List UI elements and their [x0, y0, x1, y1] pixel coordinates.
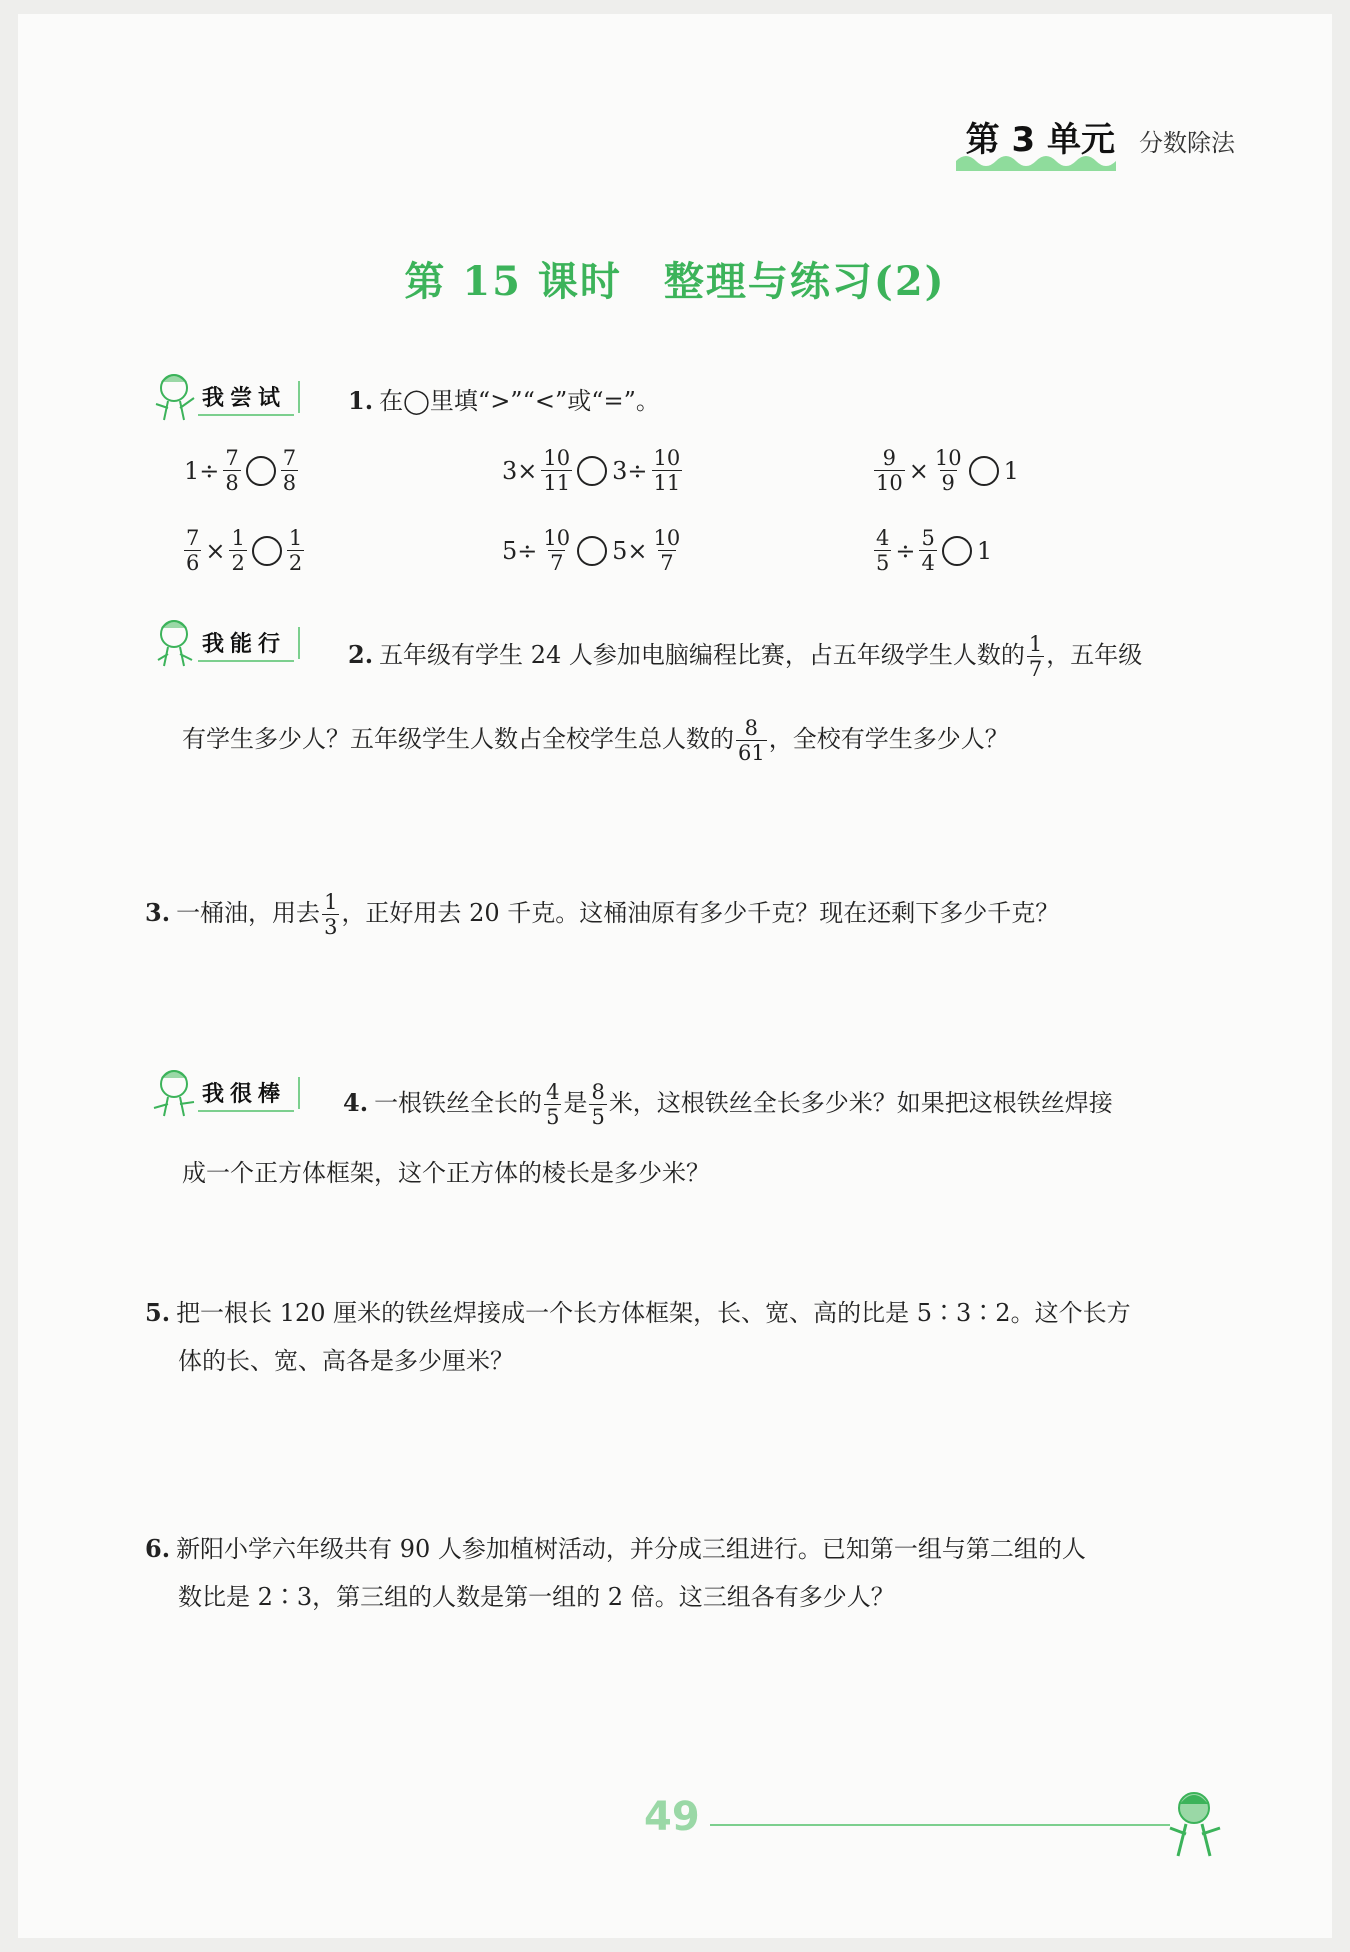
question-3-text-a: 一桶油，用去	[176, 899, 321, 927]
question-2-text-d: ，全校有学生多少人？	[768, 725, 1009, 753]
fraction	[184, 526, 201, 575]
fraction	[281, 446, 298, 495]
section-great	[150, 1064, 300, 1122]
comparison-item	[872, 526, 994, 575]
numerator: 10	[543, 446, 571, 470]
question-number: 6.	[145, 1534, 171, 1563]
numerator: 1	[288, 526, 303, 550]
question-5-line-2: 体的长、宽、高各是多少厘米？	[178, 1347, 514, 1375]
denominator: 8	[225, 471, 239, 495]
tag-divider	[298, 381, 300, 413]
numerator: 4	[546, 1080, 560, 1104]
question-number: 3.	[145, 898, 171, 927]
fraction	[541, 446, 572, 495]
denominator: 4	[921, 551, 935, 575]
comparison-item	[872, 446, 1021, 495]
question-5-text: 把一根长 120 厘米的铁丝焊接成一个长方体框架，长、宽、高的比是 5∶3∶2。这个长方	[176, 1299, 1131, 1327]
denominator: 2	[288, 551, 303, 575]
question-4-text-a: 一根铁丝全长的	[374, 1089, 543, 1117]
question-6-text: 新阳小学六年级共有 90 人参加植树活动，并分成三组进行。已知第一组与第二组的人	[176, 1535, 1086, 1563]
question-4-line-2: 成一个正方体框架，这个正方体的棱长是多少米？	[182, 1159, 710, 1187]
denominator: 11	[543, 471, 571, 495]
unit-subtitle: 分数除法	[1139, 129, 1235, 157]
footer-rule	[710, 1824, 1170, 1826]
fraction	[652, 526, 683, 575]
denominator: 11	[653, 471, 681, 495]
question-number: 4.	[343, 1088, 369, 1117]
expression-text: 5×	[612, 536, 648, 565]
expression-text: ×	[205, 536, 226, 565]
numerator: 1	[231, 526, 245, 550]
denominator: 5	[546, 1105, 560, 1129]
expression-text: ÷	[895, 536, 916, 565]
mascot-icon	[1160, 1784, 1230, 1864]
question-2-text-b: ，五年级	[1046, 641, 1143, 669]
numerator: 8	[744, 716, 759, 740]
fraction	[287, 526, 304, 575]
question-number: 1.	[348, 386, 374, 415]
answer-circle[interactable]	[942, 536, 972, 566]
unit-title-text: 第 3 单元	[965, 120, 1115, 160]
question-4-text-c: 米，这根铁丝全长多少米？如果把这根铁丝焊接	[608, 1089, 1113, 1117]
question-4-text-b: 是	[563, 1089, 588, 1117]
expression-text: 1	[1003, 456, 1019, 485]
comparison-item	[500, 446, 684, 495]
question-6-line-2: 数比是 2∶3，第三组的人数是第一组的 2 倍。这三组各有多少人？	[178, 1583, 895, 1611]
numerator: 10	[653, 526, 681, 550]
fraction	[229, 526, 246, 575]
mascot-icon	[150, 614, 202, 672]
tag-divider	[298, 1077, 300, 1109]
fraction	[1027, 632, 1044, 681]
fraction	[874, 446, 905, 495]
question-5	[145, 1290, 1235, 1336]
question-2-line-2	[182, 716, 1009, 765]
numerator: 10	[934, 446, 962, 470]
expression-text: 3×	[502, 456, 538, 485]
denominator: 2	[231, 551, 245, 575]
numerator: 8	[591, 1080, 605, 1104]
answer-circle[interactable]	[246, 456, 276, 486]
expression-text: 5÷	[502, 536, 538, 565]
fraction	[544, 1080, 561, 1129]
comparison-item	[182, 526, 306, 575]
denominator: 5	[876, 551, 890, 575]
answer-circle[interactable]	[252, 536, 282, 566]
denominator: 7	[550, 551, 564, 575]
denominator: 10	[876, 471, 903, 495]
numerator: 1	[324, 890, 338, 914]
question-text: 在◯里填“>”“<”或“=”。	[379, 387, 660, 415]
fraction	[589, 1080, 606, 1129]
unit-header	[960, 112, 1235, 161]
answer-circle[interactable]	[969, 456, 999, 486]
fraction	[933, 446, 964, 495]
numerator: 7	[282, 446, 297, 470]
fraction	[874, 526, 891, 575]
expression-text: ×	[908, 456, 929, 485]
denominator: 5	[591, 1105, 605, 1129]
expression-text: 1	[976, 536, 993, 565]
section-can-label: 我能行	[198, 625, 294, 662]
denominator: 61	[738, 741, 765, 765]
question-6	[145, 1526, 1235, 1572]
question-number: 5.	[145, 1298, 171, 1327]
denominator: 6	[186, 551, 200, 575]
question-2	[348, 632, 1228, 681]
denominator: 9	[941, 471, 955, 495]
section-try-label: 我尝试	[198, 379, 294, 416]
numerator: 9	[882, 446, 897, 470]
question-2-text-c: 有学生多少人？五年级学生人数占全校学生总人数的	[182, 725, 734, 753]
question-2-text-a: 五年级有学生 24 人参加电脑编程比赛，占五年级学生人数的	[379, 641, 1025, 669]
section-try	[150, 368, 300, 426]
answer-circle[interactable]	[577, 536, 607, 566]
denominator: 7	[1028, 657, 1043, 681]
numerator: 5	[921, 526, 935, 550]
fraction	[919, 526, 936, 575]
comparison-item	[182, 446, 300, 495]
page-number: 49	[644, 1794, 700, 1840]
expression-text: 1÷	[184, 456, 220, 485]
numerator: 1	[1028, 632, 1043, 656]
lesson-title: 第 15 课时 整理与练习(2)	[404, 258, 946, 305]
fraction	[541, 526, 572, 575]
section-can	[150, 614, 300, 672]
question-number: 2.	[348, 640, 374, 669]
numerator: 7	[225, 446, 239, 470]
denominator: 7	[660, 551, 674, 575]
question-3-text-b: ，正好用去 20 千克。这桶油原有多少千克？现在还剩下多少千克？	[341, 899, 1060, 927]
fraction	[322, 890, 339, 939]
section-great-label: 我很棒	[198, 1075, 294, 1112]
comparison-item	[500, 526, 684, 575]
denominator: 8	[282, 471, 297, 495]
expression-text: 3÷	[612, 456, 648, 485]
question-3	[145, 890, 1059, 939]
answer-circle[interactable]	[577, 456, 607, 486]
numerator: 10	[543, 526, 571, 550]
mascot-icon	[150, 1064, 202, 1122]
fraction	[736, 716, 767, 765]
denominator: 3	[324, 915, 338, 939]
numerator: 7	[186, 526, 200, 550]
numerator: 10	[653, 446, 681, 470]
tag-divider	[298, 627, 300, 659]
fraction	[223, 446, 240, 495]
fraction	[652, 446, 683, 495]
numerator: 4	[876, 526, 890, 550]
mascot-icon	[150, 368, 202, 426]
question-4	[343, 1080, 1233, 1129]
question-1	[348, 378, 660, 424]
unit-title	[960, 112, 1121, 161]
